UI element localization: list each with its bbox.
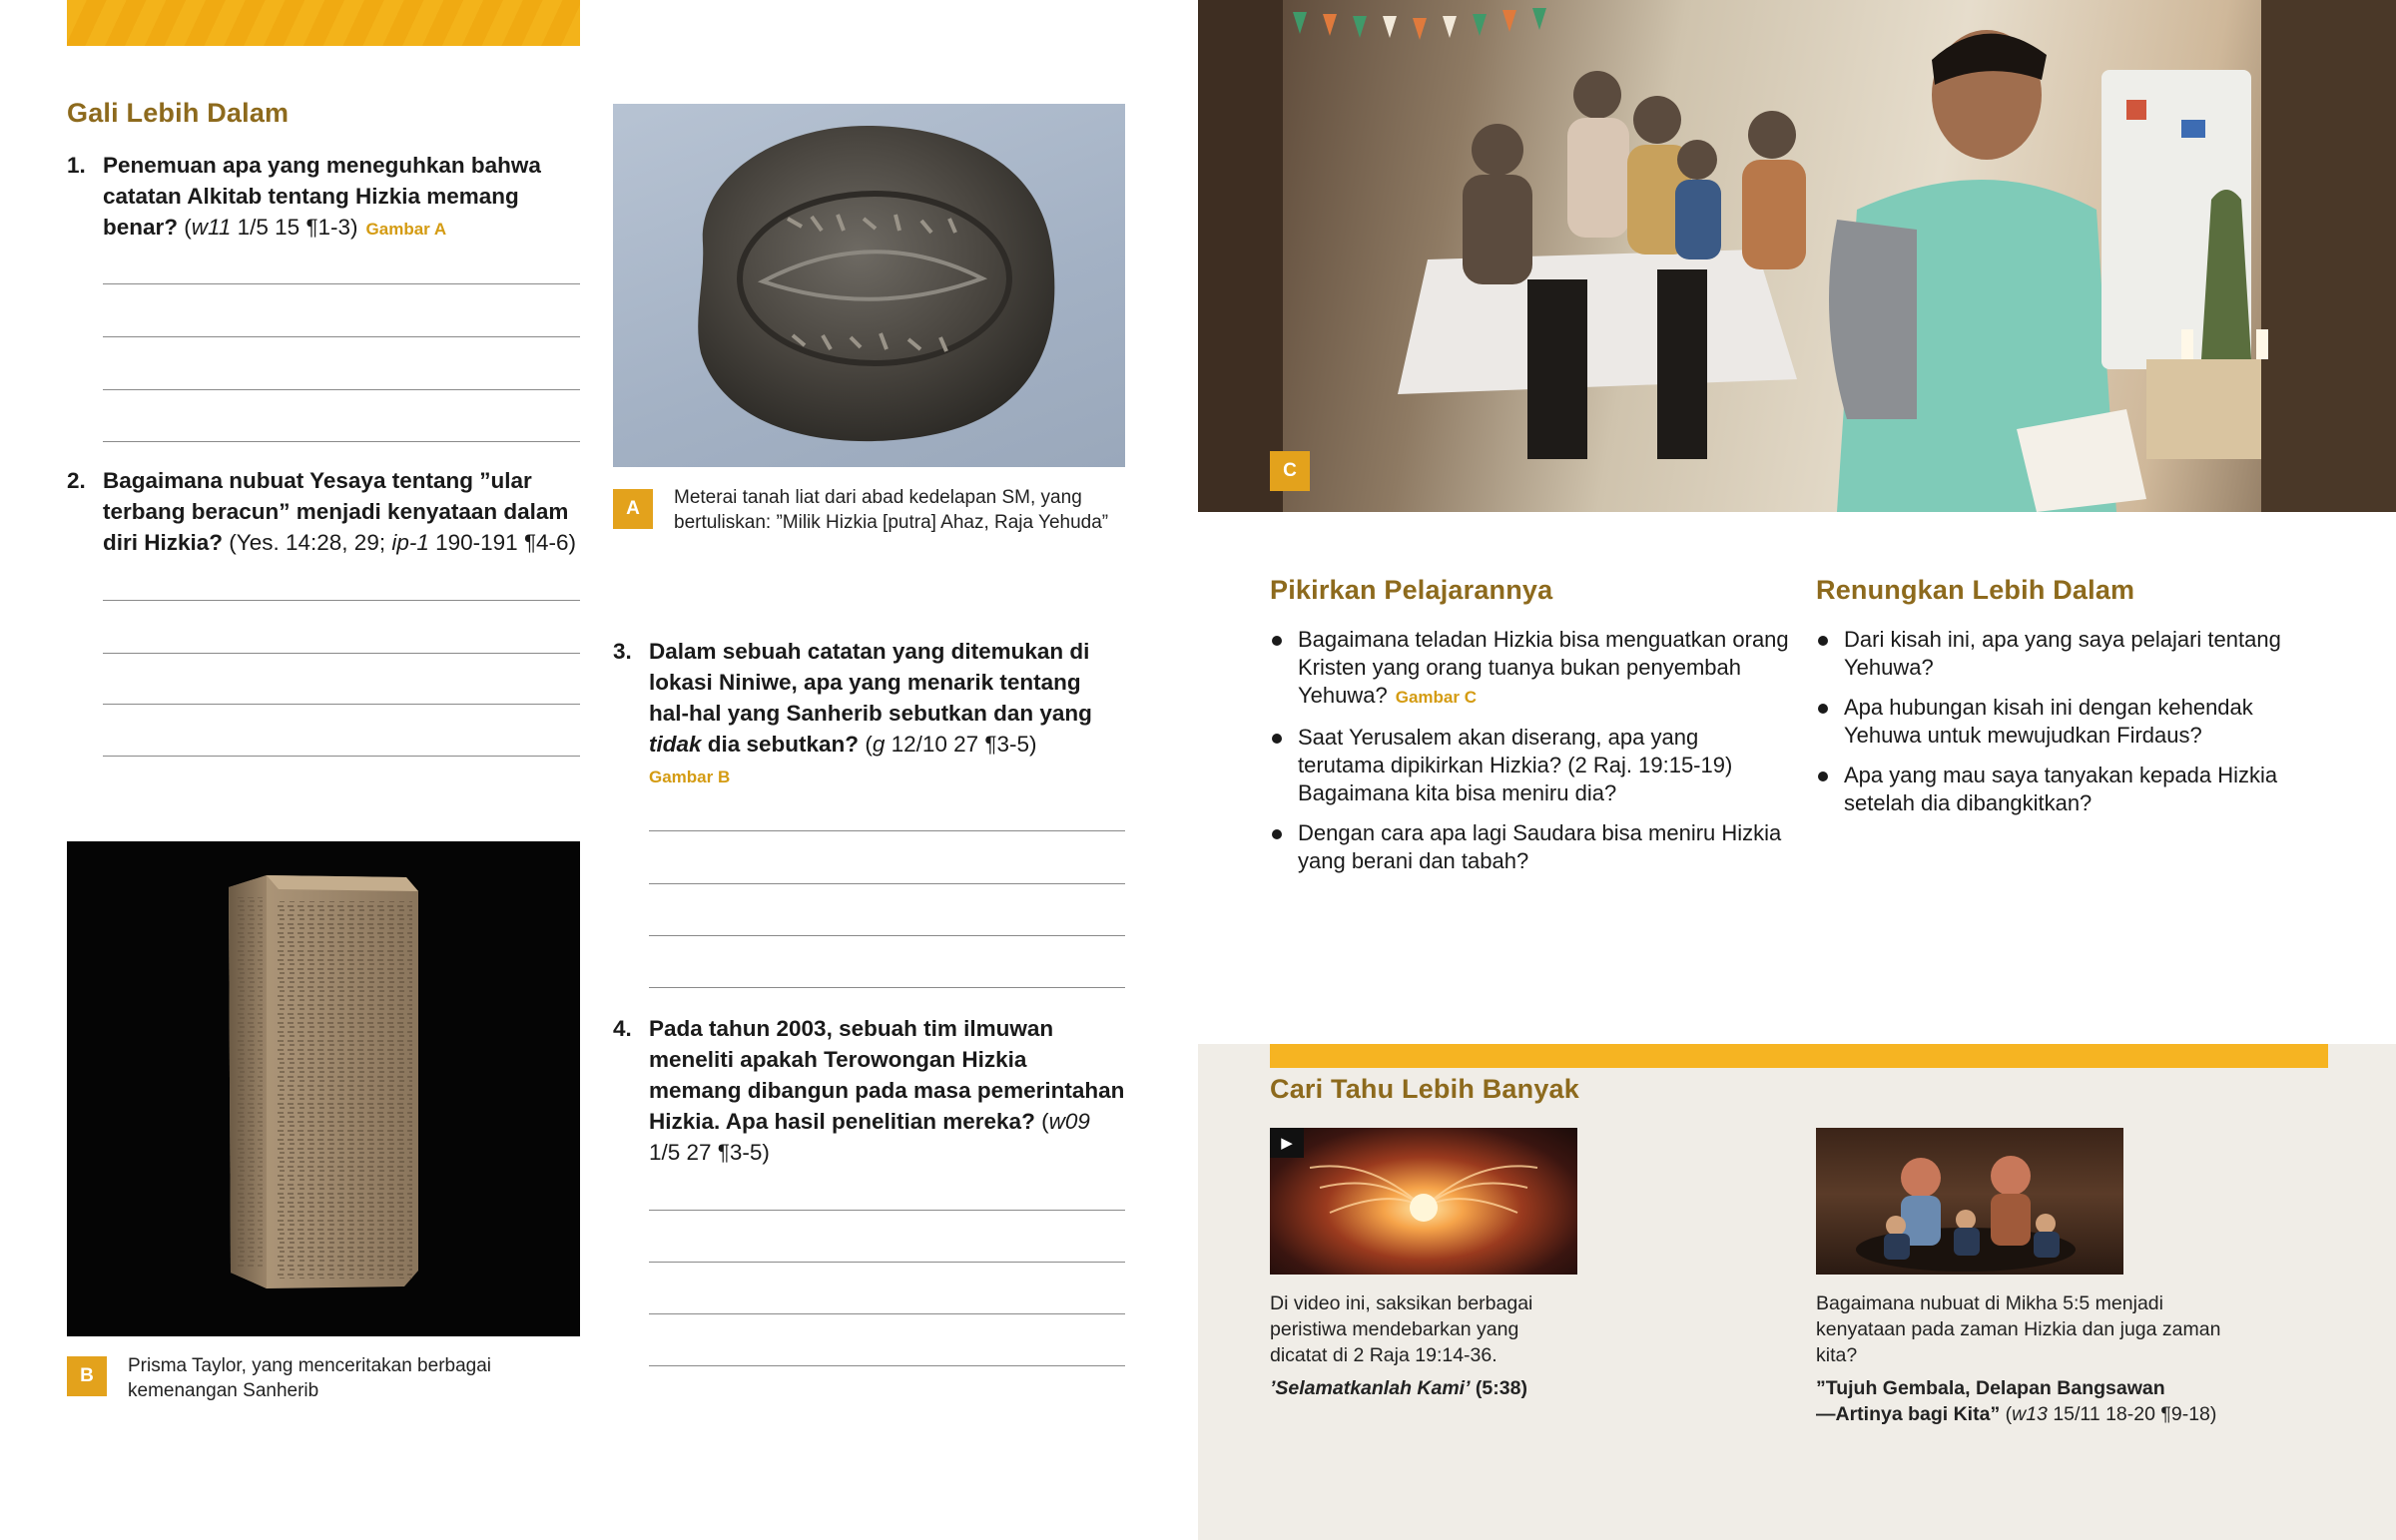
question-text: Dalam sebuah catatan yang ditemukan di lokasi Niniwe, apa yang menarik tentang hal-hal yang Sanherib sebutkan dan yang tidak dia sebutkan? bbox=[649, 639, 1092, 757]
top-banner bbox=[67, 0, 580, 46]
caption-b: Prisma Taylor, yang menceritakan berbagai kemenangan Sanherib bbox=[128, 1355, 492, 1401]
video-description: Di video ini, saksikan berbagai peristiwa mendebarkan yang dicatat di 2 Raja 19:14-36. bbox=[1270, 1292, 1533, 1366]
list-item: Saat Yerusalem akan diserang, apa yang terutama dipikirkan Hizkia? (2 Raj. 19:15-19) Bagaimana kita bisa meniru dia? bbox=[1270, 724, 1789, 807]
section-heading-pikirkan: Pikirkan Pelajarannya bbox=[1270, 575, 1553, 605]
list-item: Bagaimana teladan Hizkia bisa menguatkan orang Kristen yang orang tuanya bukan penyembah Yehuwa? Gambar C bbox=[1270, 626, 1789, 712]
question-number: 4. bbox=[613, 1016, 632, 1041]
section-heading-gali: Gali Lebih Dalam bbox=[67, 98, 290, 128]
list-item: Apa hubungan kisah ini dengan kehendak Yehuwa untuk mewujudkan Firdaus? bbox=[1816, 694, 2315, 750]
question-ref: (w09 1/5 27 ¶3-5) bbox=[649, 1109, 1090, 1165]
question-number: 1. bbox=[67, 153, 86, 178]
play-icon[interactable]: ▶ bbox=[1270, 1128, 1304, 1158]
section-heading-renungkan: Renungkan Lebih Dalam bbox=[1816, 575, 2135, 605]
video-thumbnail[interactable] bbox=[1270, 1128, 1577, 1275]
renungkan-list bbox=[1816, 626, 2315, 829]
panel-accent-bar bbox=[1270, 1044, 2328, 1068]
question-ref: (Yes. 14:28, 29; ip-1 190-191 ¶4-6) bbox=[229, 530, 577, 555]
badge-a: A bbox=[613, 489, 653, 529]
badge-b: B bbox=[67, 1356, 107, 1396]
figure-tag: Gambar C bbox=[1395, 688, 1477, 707]
article-thumbnail[interactable] bbox=[1816, 1128, 2123, 1275]
figure-tag: Gambar A bbox=[365, 220, 447, 239]
question-text: Penemuan apa yang meneguhkan bahwa catatan Alkitab tentang Hizkia memang benar? bbox=[103, 153, 541, 240]
article-description: Bagaimana nubuat di Mikha 5:5 menjadi kenyataan pada zaman Hizkia dan juga zaman kita? bbox=[1816, 1292, 2221, 1366]
question-3 bbox=[613, 636, 1125, 792]
video-title[interactable]: ’Selamatkanlah Kami’ (5:38) bbox=[1270, 1377, 1527, 1399]
section-heading-cari-tahu: Cari Tahu Lebih Banyak bbox=[1270, 1074, 1579, 1104]
question-4 bbox=[613, 1013, 1125, 1168]
question-2 bbox=[67, 465, 580, 558]
badge-c: C bbox=[1270, 451, 1310, 491]
question-text: Bagaimana nubuat Yesaya tentang ”ular terbang beracun” menjadi kenyataan dalam diri Hizkia? bbox=[103, 468, 569, 555]
caption-a: Meterai tanah liat dari abad kedelapan SM, yang bertuliskan: ”Milik Hizkia [putra] Ahaz, Raja Yehuda” bbox=[674, 487, 1109, 533]
list-item: Dari kisah ini, apa yang saya pelajari tentang Yehuwa? bbox=[1816, 626, 2315, 682]
question-1 bbox=[67, 150, 580, 245]
question-ref: (w11 1/5 15 ¶1-3) bbox=[184, 215, 358, 240]
question-ref: (g 12/10 27 ¶3-5) bbox=[865, 732, 1037, 757]
question-number: 2. bbox=[67, 468, 86, 493]
question-text: Pada tahun 2003, sebuah tim ilmuwan meneliti apakah Terowongan Hizkia memang dibangun pada masa pemerintahan Hizkia. Apa hasil penelitian mereka? bbox=[649, 1016, 1125, 1134]
list-item: Apa yang mau saya tanyakan kepada Hizkia setelah dia dibangkitkan? bbox=[1816, 762, 2315, 817]
photo-family-scene bbox=[1198, 0, 2396, 512]
question-number: 3. bbox=[613, 639, 632, 664]
pikirkan-list bbox=[1270, 626, 1789, 887]
list-item: Dengan cara apa lagi Saudara bisa meniru Hizkia yang berani dan tabah? bbox=[1270, 819, 1789, 875]
article-title[interactable]: ”Tujuh Gembala, Delapan Bangsawan —Artinya bagi Kita” (w13 15/11 18-20 ¶9-18) bbox=[1816, 1377, 2217, 1425]
figure-tag: Gambar B bbox=[649, 768, 731, 786]
photo-clay-seal bbox=[613, 104, 1125, 467]
photo-taylor-prism bbox=[67, 841, 580, 1336]
